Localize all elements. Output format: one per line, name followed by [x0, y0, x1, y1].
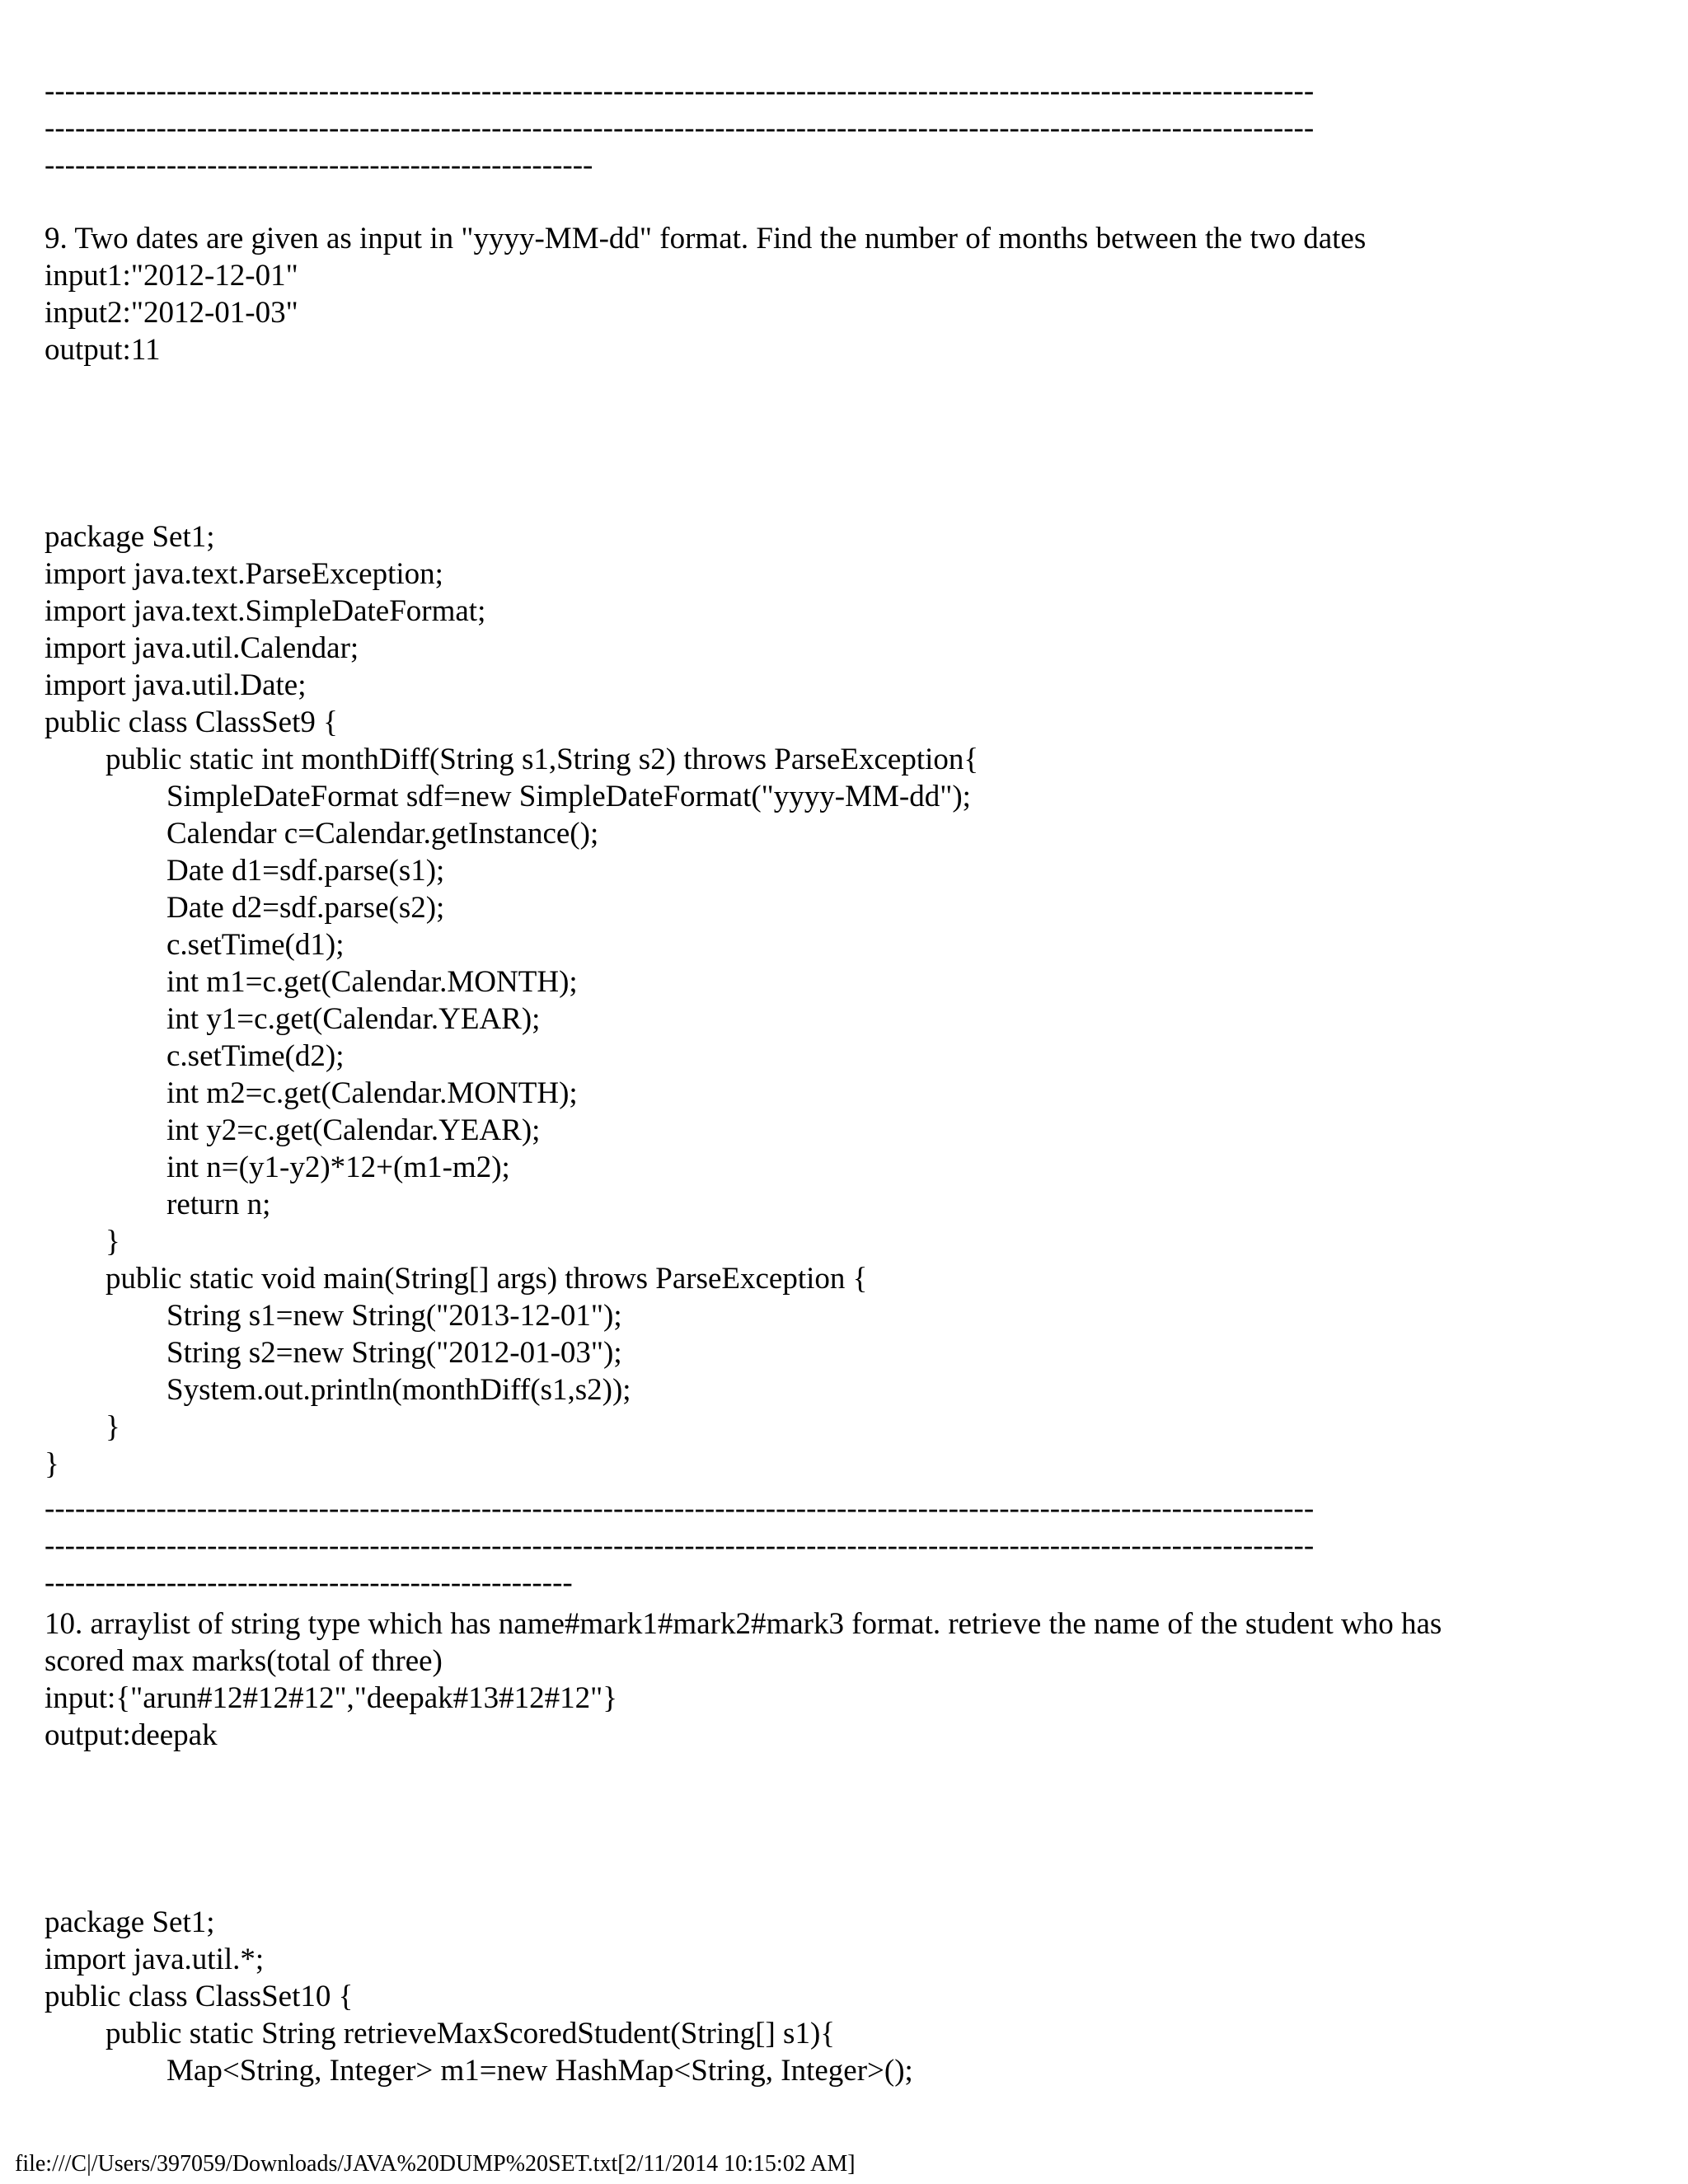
code-line: int m1=c.get(Calendar.MONTH); [45, 965, 578, 999]
separator-line: ----------------------------------------------------------------------------------------------------------------------------- [45, 111, 1315, 145]
code-line: int m2=c.get(Calendar.MONTH); [45, 1076, 578, 1110]
question-9-output: output:11 [45, 333, 161, 367]
code-line: c.setTime(d1); [45, 928, 345, 962]
code-line: int y2=c.get(Calendar.YEAR); [45, 1113, 541, 1147]
code-line: package Set1; [45, 520, 215, 554]
question-9-title: 9. Two dates are given as input in "yyyy-MM-dd" format. Find the number of months between the two dates [45, 222, 1367, 255]
question-10-title: 10. arraylist of string type which has name#mark1#mark2#mark3 format. retrieve the name of the student who has [45, 1607, 1442, 1641]
code-line: import java.text.SimpleDateFormat; [45, 594, 486, 628]
code-line: c.setTime(d2); [45, 1039, 345, 1073]
code-line: Map<String, Integer> m1=new HashMap<String, Integer>(); [45, 2054, 913, 2088]
code-line: import java.util.Calendar; [45, 631, 359, 665]
code-line: Date d1=sdf.parse(s1); [45, 854, 445, 888]
code-line: int y1=c.get(Calendar.YEAR); [45, 1002, 541, 1036]
question-10-input: input:{"arun#12#12#12","deepak#13#12#12"} [45, 1681, 618, 1715]
code-line: import java.util.*; [45, 1943, 265, 1976]
code-line: package Set1; [45, 1905, 215, 1939]
separator-line: ----------------------------------------------------------------------------------------------------------------------------- [45, 74, 1315, 108]
file-path-footer: file:///C|/Users/397059/Downloads/JAVA%20DUMP%20SET.txt[2/11/2014 10:15:02 AM] [15, 2151, 856, 2177]
code-line: } [45, 1410, 120, 1444]
question-9-input1: input1:"2012-12-01" [45, 259, 298, 293]
code-line: System.out.println(monthDiff(s1,s2)); [45, 1373, 631, 1407]
code-line: } [45, 1225, 120, 1258]
code-line: } [45, 1447, 59, 1481]
code-line: Date d2=sdf.parse(s2); [45, 891, 445, 925]
code-line: Calendar c=Calendar.getInstance(); [45, 817, 599, 851]
code-line: import java.util.Date; [45, 668, 307, 702]
code-line: return n; [45, 1188, 271, 1221]
code-line: SimpleDateFormat sdf=new SimpleDateFormat("yyyy-MM-dd"); [45, 780, 971, 813]
separator-line: ------------------------------------------------------ [45, 148, 593, 182]
code-line: import java.text.ParseException; [45, 557, 443, 591]
code-line: public static int monthDiff(String s1,String s2) throws ParseException{ [45, 743, 979, 776]
code-line: String s1=new String("2013-12-01"); [45, 1299, 622, 1333]
question-10-output: output:deepak [45, 1718, 218, 1752]
separator-line: ----------------------------------------------------------------------------------------------------------------------------- [45, 1529, 1315, 1563]
separator-line: ----------------------------------------------------------------------------------------------------------------------------- [45, 1492, 1315, 1526]
question-10-title-continued: scored max marks(total of three) [45, 1644, 443, 1678]
code-line: public static void main(String[] args) throws ParseException { [45, 1262, 868, 1296]
code-line: public class ClassSet9 { [45, 705, 338, 739]
code-line: int n=(y1-y2)*12+(m1-m2); [45, 1151, 510, 1184]
question-9-input2: input2:"2012-01-03" [45, 296, 298, 330]
code-line: public static String retrieveMaxScoredStudent(String[] s1){ [45, 2017, 836, 2050]
code-line: public class ClassSet10 { [45, 1980, 354, 2013]
code-line: String s2=new String("2012-01-03"); [45, 1336, 622, 1370]
separator-line: ---------------------------------------------------- [45, 1566, 573, 1600]
